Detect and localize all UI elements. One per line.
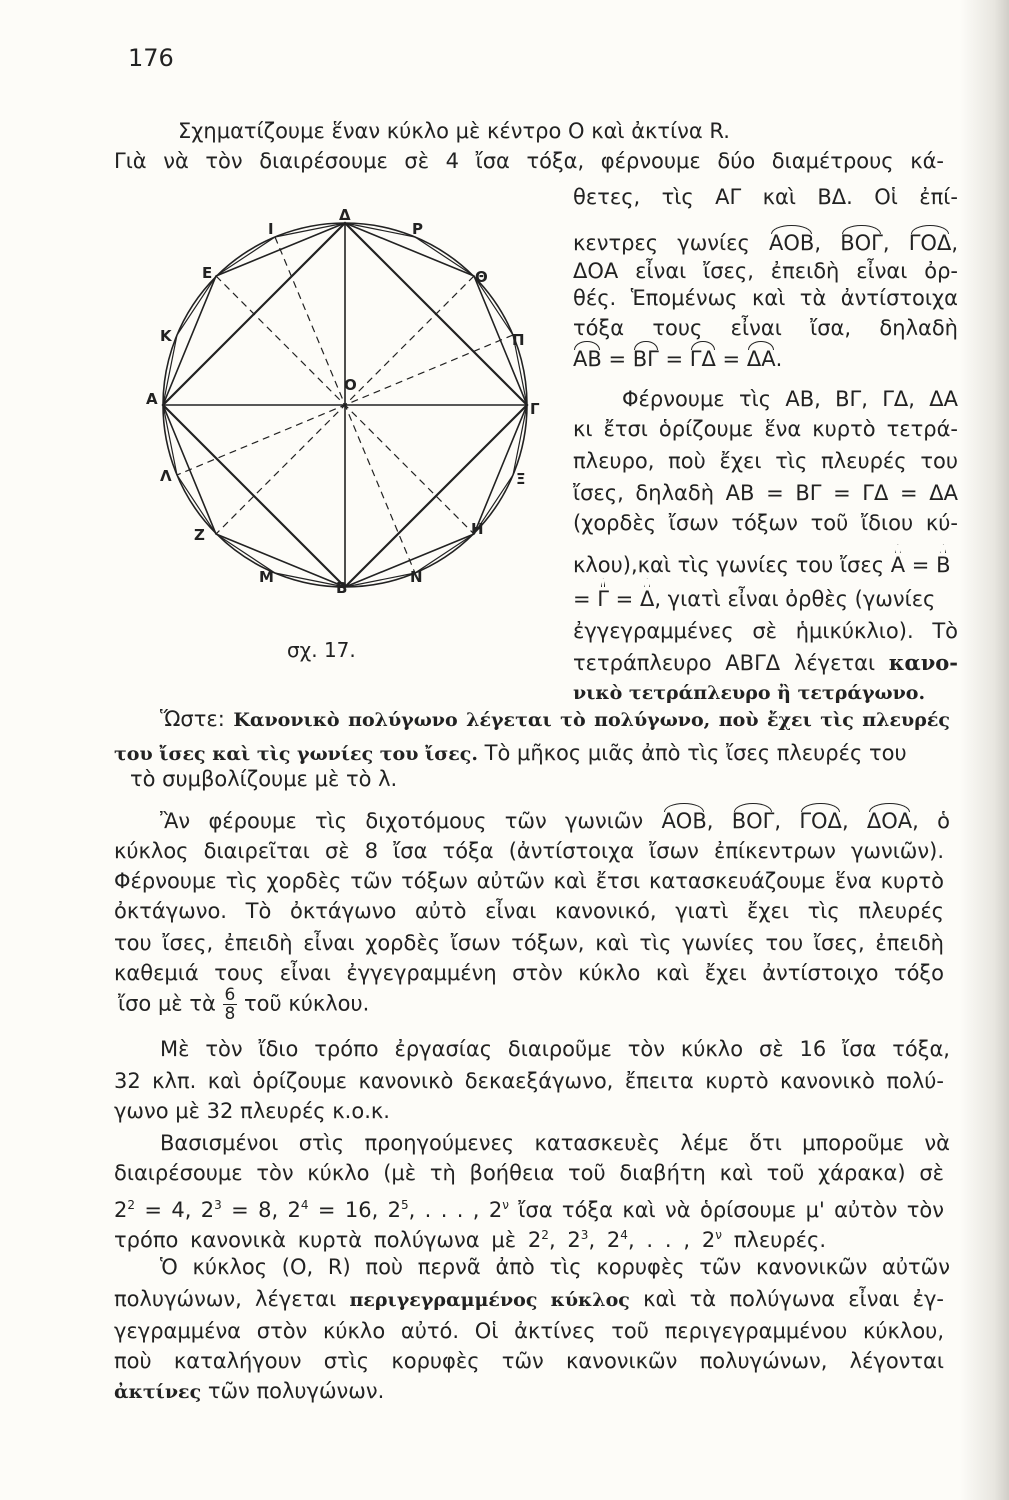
text-line: θετες, τὶς ΑΓ καὶ ΒΔ. Οἱ ἐπί- — [573, 185, 958, 209]
figure-regular-polygons — [140, 200, 550, 620]
label-theta: Θ — [475, 268, 488, 286]
text-line: 32 κλπ. καὶ ὁρίζουμε κανονικὸ δεκαεξάγωνο, ἔπειτα κυρτὸ κανονικὸ πολύ- — [114, 1069, 944, 1093]
text-line: του ἴσες, ἐπειδὴ εἶναι χορδὲς ἴσων τόξων, καὶ τὶς γωνίες του ἴσες, ἐπειδὴ — [114, 931, 944, 955]
label-kappa: K — [160, 327, 172, 345]
label-nu: N — [410, 568, 423, 586]
text-line: Ὁ κύκλος (Ο, R) ποὺ περνᾶ ἀπὸ τὶς κορυφὲς τῶν κανονικῶν αὐτῶν — [160, 1255, 950, 1279]
text-line: διαιρέσουμε τὸν κύκλο (μὲ τὴ βοήθεια τοῦ διαβήτη καὶ τοῦ χάρακα) σὲ — [114, 1161, 944, 1185]
text-line: Ἂν φέρουμε τὶς διχοτόμους τῶν γωνιῶν ΑΟΒ, ΒΟΓ, ΓΟΔ, ΔΟΑ, ὁ — [160, 806, 950, 836]
text-line: Μὲ τὸν ἴδιο τρόπο ἐργασίας διαιροῦμε τὸν κύκλο σὲ 16 ἴσα τόξα, — [160, 1037, 950, 1061]
text-line: Σχηματίζουμε ἕναν κύκλο μὲ κέντρο Ο καὶ ἀκτίνα R. — [178, 119, 730, 143]
text-line: = Γ = Δ, γιατὶ εἶναι ὀρθὲς (γωνίες — [573, 584, 958, 614]
text-line: ΔΟΑ εἶναι ἴσες, ἐπειδὴ εἶναι ὀρ- — [573, 259, 958, 283]
page-edge-shadow — [960, 0, 1009, 1500]
label-mu: M — [259, 568, 274, 586]
text-line: θές. Ἑπομένως καὶ τὰ ἀντίστοιχα — [573, 286, 958, 310]
text-line: πλευρο, ποὺ ἔχει τὶς πλευρές του — [573, 449, 958, 473]
text-line: τρόπο κανονικὰ κυρτὰ πολύγωνα μὲ $2^2$, $2^3$, $2^4$, . . , $2^\nu$ πλευρές. — [114, 1228, 826, 1252]
text-line: γεγραμμένα στὸν κύκλο αὐτό. Οἱ ἀκτίνες τοῦ περιγεγραμμένου κύκλου, — [114, 1319, 944, 1343]
label-lambda: Λ — [160, 467, 172, 485]
text-line: πολυγώνων, λέγεται περιγεγραμμένος κύκλος καὶ τὰ πολύγωνα εἶναι ἐγ- — [114, 1287, 944, 1311]
text-line: Φέρνουμε τὶς χορδὲς τῶν τόξων αὐτῶν καὶ ἔτσι κατασκευάζουμε ἕνα κυρτὸ — [114, 869, 944, 893]
text-line: $2^2 = 4$, $2^3 = 8$, $2^4 = 16$, $2^5$, . . . , $2^\nu$ ἴσα τόξα καὶ νὰ ὁρίσουμε μ' αὐτὸν τὸν — [114, 1198, 944, 1222]
text-line: κλου),καὶ τὶς γωνίες του ἴσες Α = Β — [573, 550, 958, 580]
text-line: ποὺ καταλήγουν στὶς κορυφὲς τῶν κανονικῶν πολυγώνων, λέγονται — [114, 1349, 944, 1373]
label-center: O — [344, 376, 357, 394]
text-line: κι ἔτσι ὁρίζουμε ἕνα κυρτὸ τετρά- — [573, 417, 958, 441]
label-epsilon: E — [202, 264, 213, 282]
text-line: τὸ συμβολίζουμε μὲ τὸ λ. — [130, 767, 398, 791]
figure-caption: σχ. 17. — [287, 638, 356, 662]
label-beta: B — [336, 579, 348, 597]
text-line: καθεμιά τους εἶναι ἐγγεγραμμένη στὸν κύκλο καὶ ἔχει ἀντίστοιχο τόξο — [114, 961, 944, 985]
text-line: ὀκτάγωνο. Τὸ ὀκτάγωνο αὐτὸ εἶναι κανονικό, γιατὶ ἔχει τὶς πλευρές — [114, 899, 944, 923]
text-line: κεντρες γωνίες ΑΟΒ, ΒΟΓ, ΓΟΔ, — [573, 228, 958, 258]
text-line: γωνο μὲ 32 πλευρές κ.ο.κ. — [114, 1099, 390, 1123]
page-number: 176 — [128, 44, 174, 72]
text-line: τόξα τους εἶναι ἴσα, δηλαδὴ — [573, 316, 958, 340]
text-line: ἴσες, δηλαδὴ ΑΒ = ΒΓ = ΓΔ = ΔΑ — [573, 481, 958, 505]
label-pi: Π — [512, 331, 525, 349]
label-zeta: Z — [194, 526, 205, 544]
text-line: κύκλος διαιρεῖται σὲ 8 ἴσα τόξα (ἀντίστοιχα ἴσων ἐπίκεντρων γωνιῶν). — [114, 839, 944, 863]
text-line: νικὸ τετράπλευρο ἢ τετράγωνο. — [573, 682, 926, 704]
text-line: του ἴσες καὶ τὶς γωνίες του ἴσες. Τὸ μῆκος μιᾶς ἀπὸ τὶς ἴσες πλευρές του — [114, 741, 907, 765]
text-line: Γιὰ νὰ τὸν διαιρέσουμε σὲ 4 ἴσα τόξα, φέρνουμε δύο διαμέτρους κά- — [114, 149, 944, 173]
label-delta: Δ — [339, 206, 351, 224]
text-line: ἐγγεγραμμένες σὲ ἡμικύκλιο). Τὸ — [573, 619, 958, 643]
fraction: $\frac{6}{8}$ — [224, 985, 236, 1024]
label-eta: H — [471, 520, 484, 538]
label-rho: P — [412, 220, 423, 238]
label-xi: Ξ — [516, 470, 526, 488]
text-line: τετράπλευρο ΑΒΓΔ λέγεται κανο- — [573, 650, 958, 675]
text-line: (χορδὲς ἴσων τόξων τοῦ ἴδιου κύ- — [573, 511, 958, 535]
label-alpha: A — [146, 390, 158, 408]
text-line: ΑΒ = ΒΓ = ΓΔ = ΔΑ. — [573, 344, 782, 374]
text-line: Βασισμένοι στὶς προηγούμενες κατασκευὲς λέμε ὅτι μποροῦμε νὰ — [160, 1131, 950, 1155]
text-line: Ὥστε: Κανονικὸ πολύγωνο λέγεται τὸ πολύγωνο, ποὺ ἔχει τὶς πλευρές — [160, 707, 950, 731]
label-gamma: Γ — [530, 400, 540, 418]
label-iota: I — [268, 220, 274, 238]
text-line: ἀκτίνες τῶν πολυγώνων. — [114, 1379, 385, 1403]
text-line: Φέρνουμε τὶς ΑΒ, ΒΓ, ΓΔ, ΔΑ — [622, 387, 958, 411]
text-line: ἴσο μὲ τὰ $\frac{6}{8}$ τοῦ κύκλου. — [118, 985, 370, 1024]
